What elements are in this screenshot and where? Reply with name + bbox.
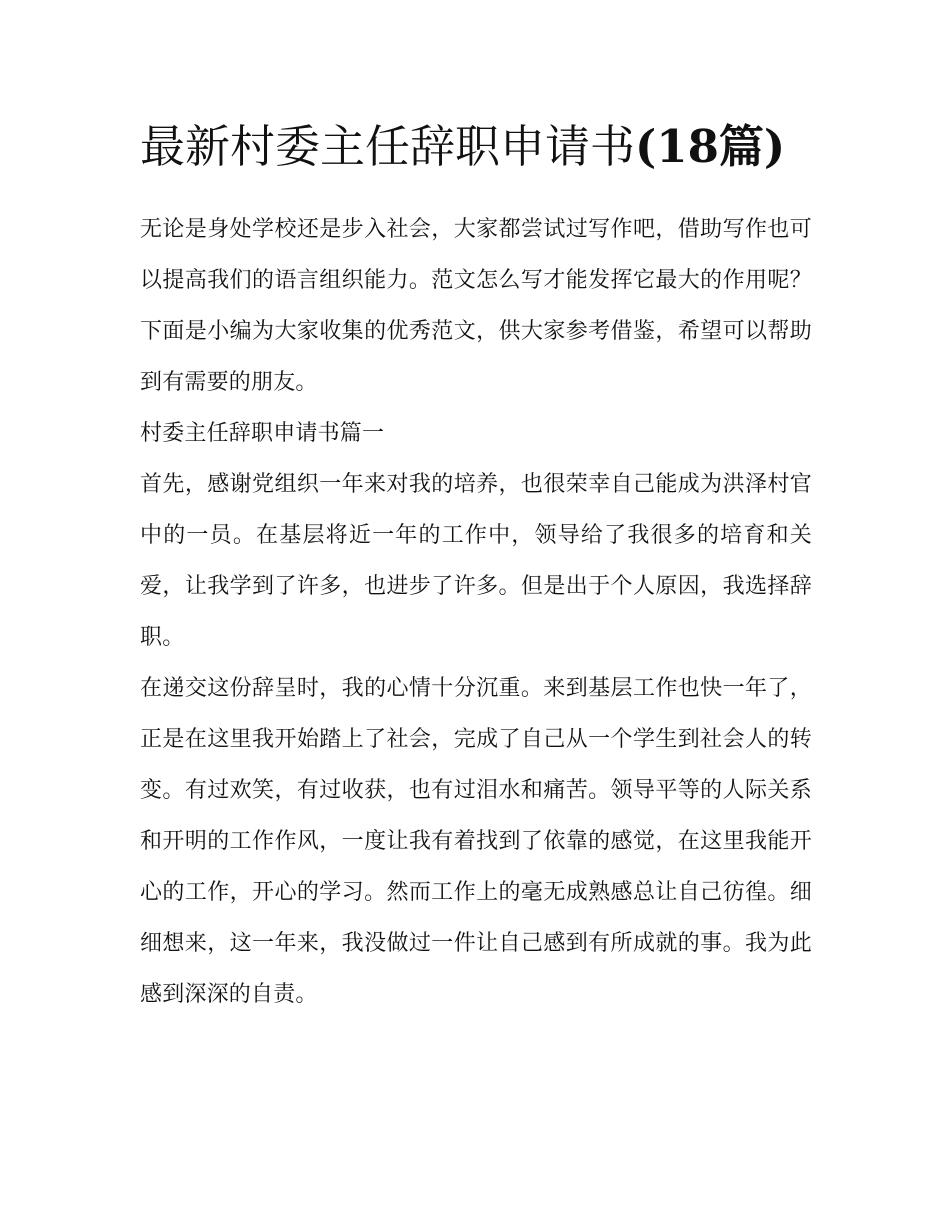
document-page xyxy=(140,112,812,1020)
body-paragraph: 首先，感谢党组织一年来对我的培养，也很荣幸自己能成为洪泽村官中的一员。在基层将近一年的工作中，领导给了我很多的培育和关爱，让我学到了许多，也进步了许多。但是出于个人原因，我选择辞职。 xyxy=(140,472,812,650)
document-body xyxy=(140,204,812,1020)
document-title xyxy=(140,112,812,182)
title-count: (18篇) xyxy=(635,120,786,173)
body-paragraph: 在递交这份辞呈时，我的心情十分沉重。来到基层工作也快一年了，正是在这里我开始踏上了社会，完成了自己从一个学生到社会人的转变。有过欢笑，有过收获，也有过泪水和痛苦。领导平等的人际关系和开明的工作作风，一度让我有着找到了依靠的感觉，在这里我能开心的工作，开心的学习。然而工作上的毫无成熟感总让自己彷徨。细细想来，这一年来，我没做过一件让自己感到有所成就的事。我为此感到深深的自责。 xyxy=(140,676,812,1007)
title-text: 最新村委主任辞职申请书 xyxy=(140,120,636,173)
section-heading: 村委主任辞职申请书篇一 xyxy=(140,421,385,446)
intro-paragraph: 无论是身处学校还是步入社会，大家都尝试过写作吧，借助写作也可以提高我们的语言组织能力。范文怎么写才能发挥它最大的作用呢？下面是小编为大家收集的优秀范文，供大家参考借鉴，希望可以帮助到有需要的朋友。 xyxy=(140,217,812,395)
